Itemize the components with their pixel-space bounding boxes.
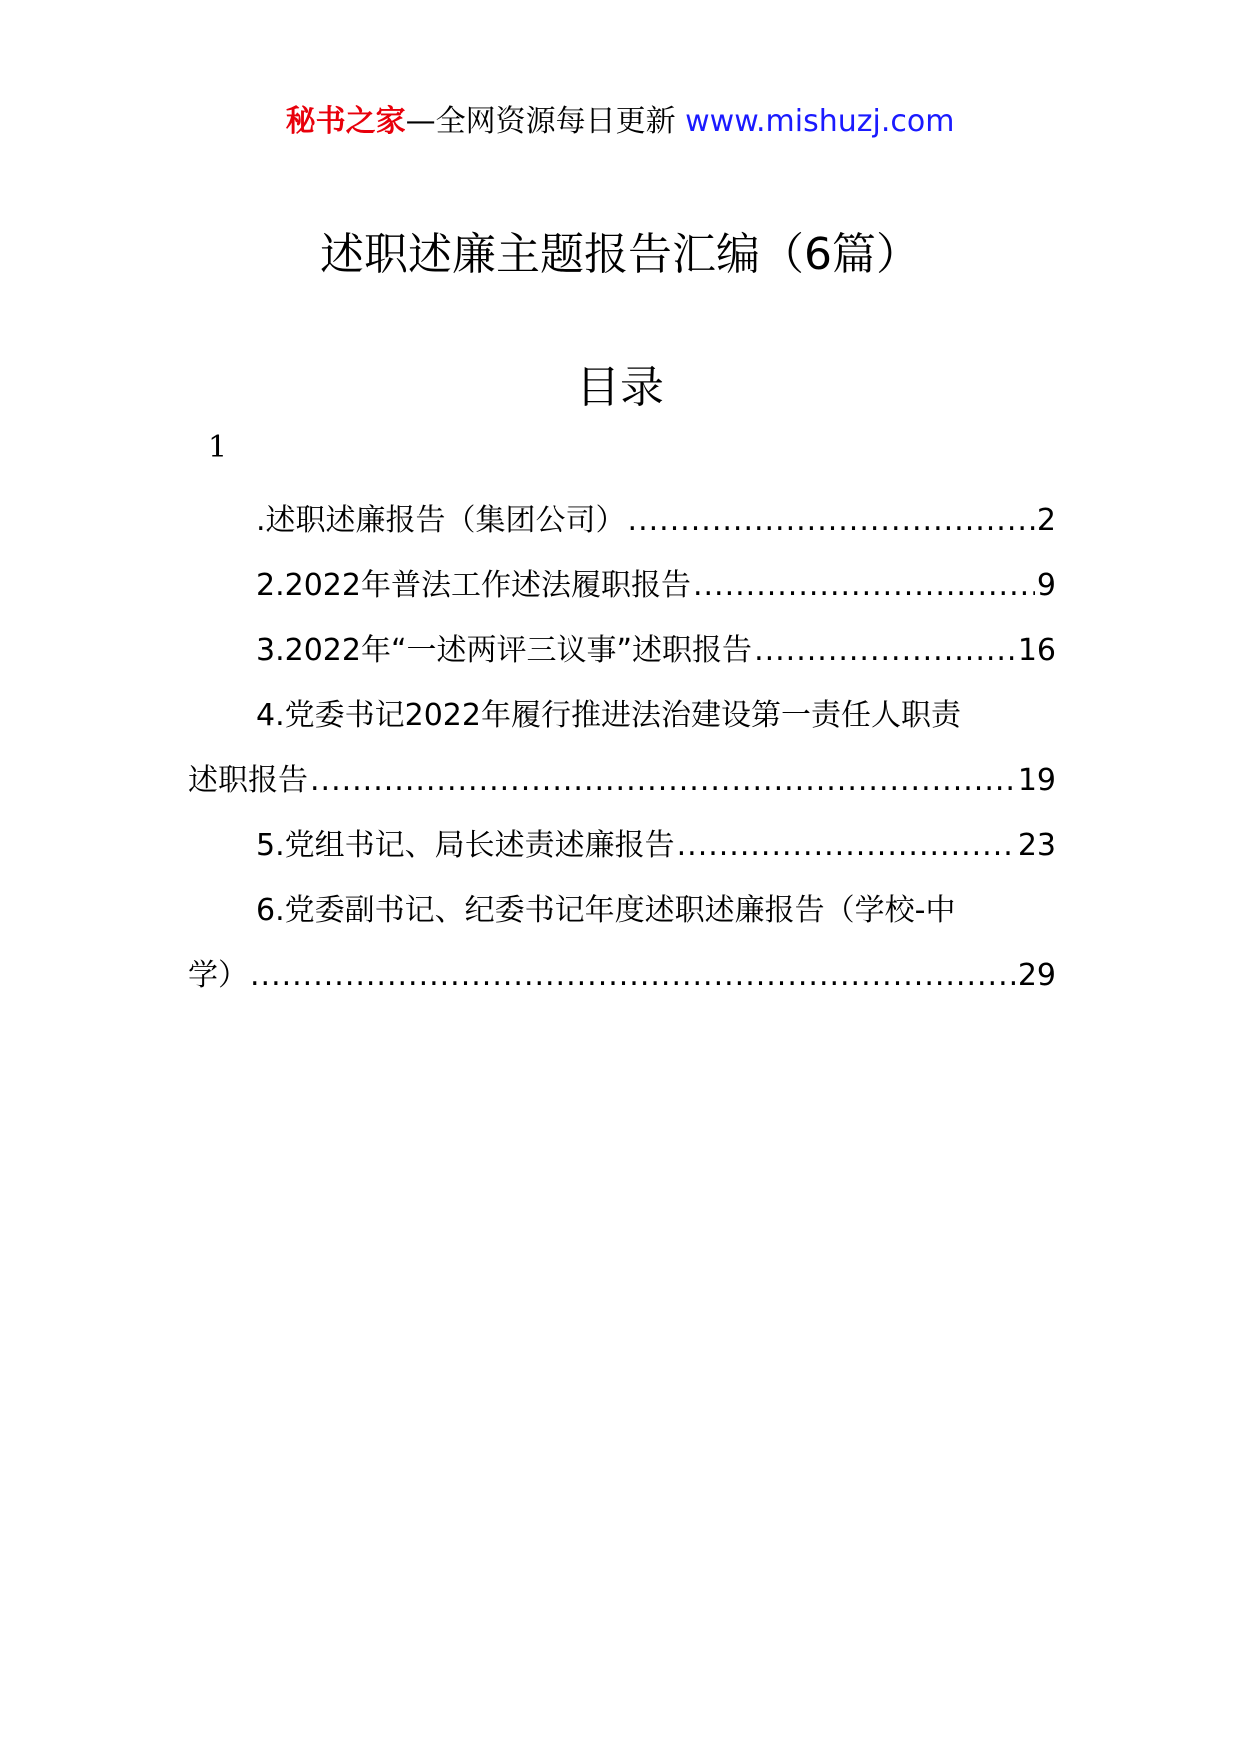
toc-entry-title: 2.2022年普法工作述法履职报告 <box>256 568 691 603</box>
toc-entry-title: .述职述廉报告（集团公司） <box>256 503 626 538</box>
table-of-contents <box>188 488 1056 1008</box>
toc-entry-page: 9 <box>1036 568 1056 603</box>
toc-entry-title-line1: 4.党委书记2022年履行推进法治建设第一责任人职责 <box>256 698 961 733</box>
site-url-link[interactable]: www.mishuzj.com <box>685 104 955 139</box>
toc-entry-title: 3.2022年“一述两评三议事”述职报告 <box>256 633 753 668</box>
dot-leader <box>754 618 1016 683</box>
dot-leader <box>310 748 1016 813</box>
toc-entry-title: 学） <box>188 958 248 993</box>
site-slogan: —全网资源每日更新 <box>405 104 676 139</box>
toc-entry-title: 述职报告 <box>188 763 308 798</box>
toc-entry-page: 2 <box>1036 503 1056 538</box>
toc-entry-page: 16 <box>1017 633 1056 668</box>
dot-leader <box>693 553 1035 618</box>
toc-entry-2[interactable] <box>188 553 1056 618</box>
toc-entry-title-line1: 6.党委副书记、纪委书记年度述职述廉报告（学校-中 <box>256 893 956 928</box>
toc-entry-3[interactable] <box>188 618 1056 683</box>
site-header <box>0 100 1240 144</box>
toc-entry-page: 29 <box>1017 958 1056 993</box>
stray-number: 1 <box>208 430 228 465</box>
brand-name: 秘书之家 <box>285 104 406 139</box>
toc-entry-5[interactable] <box>188 813 1056 878</box>
toc-entry-4[interactable] <box>188 683 1056 813</box>
toc-entry-page: 23 <box>1017 828 1056 863</box>
toc-entry-page: 19 <box>1017 763 1056 798</box>
dot-leader <box>677 813 1016 878</box>
toc-entry-6[interactable] <box>188 878 1056 1008</box>
toc-entry-title: 5.党组书记、局长述责述廉报告 <box>256 828 675 863</box>
toc-entry-1[interactable] <box>188 488 1056 553</box>
dot-leader <box>250 943 1016 1008</box>
document-title: 述职述廉主题报告汇编（6篇） <box>320 229 920 280</box>
toc-heading: 目录 <box>576 362 664 413</box>
dot-leader <box>628 488 1035 553</box>
